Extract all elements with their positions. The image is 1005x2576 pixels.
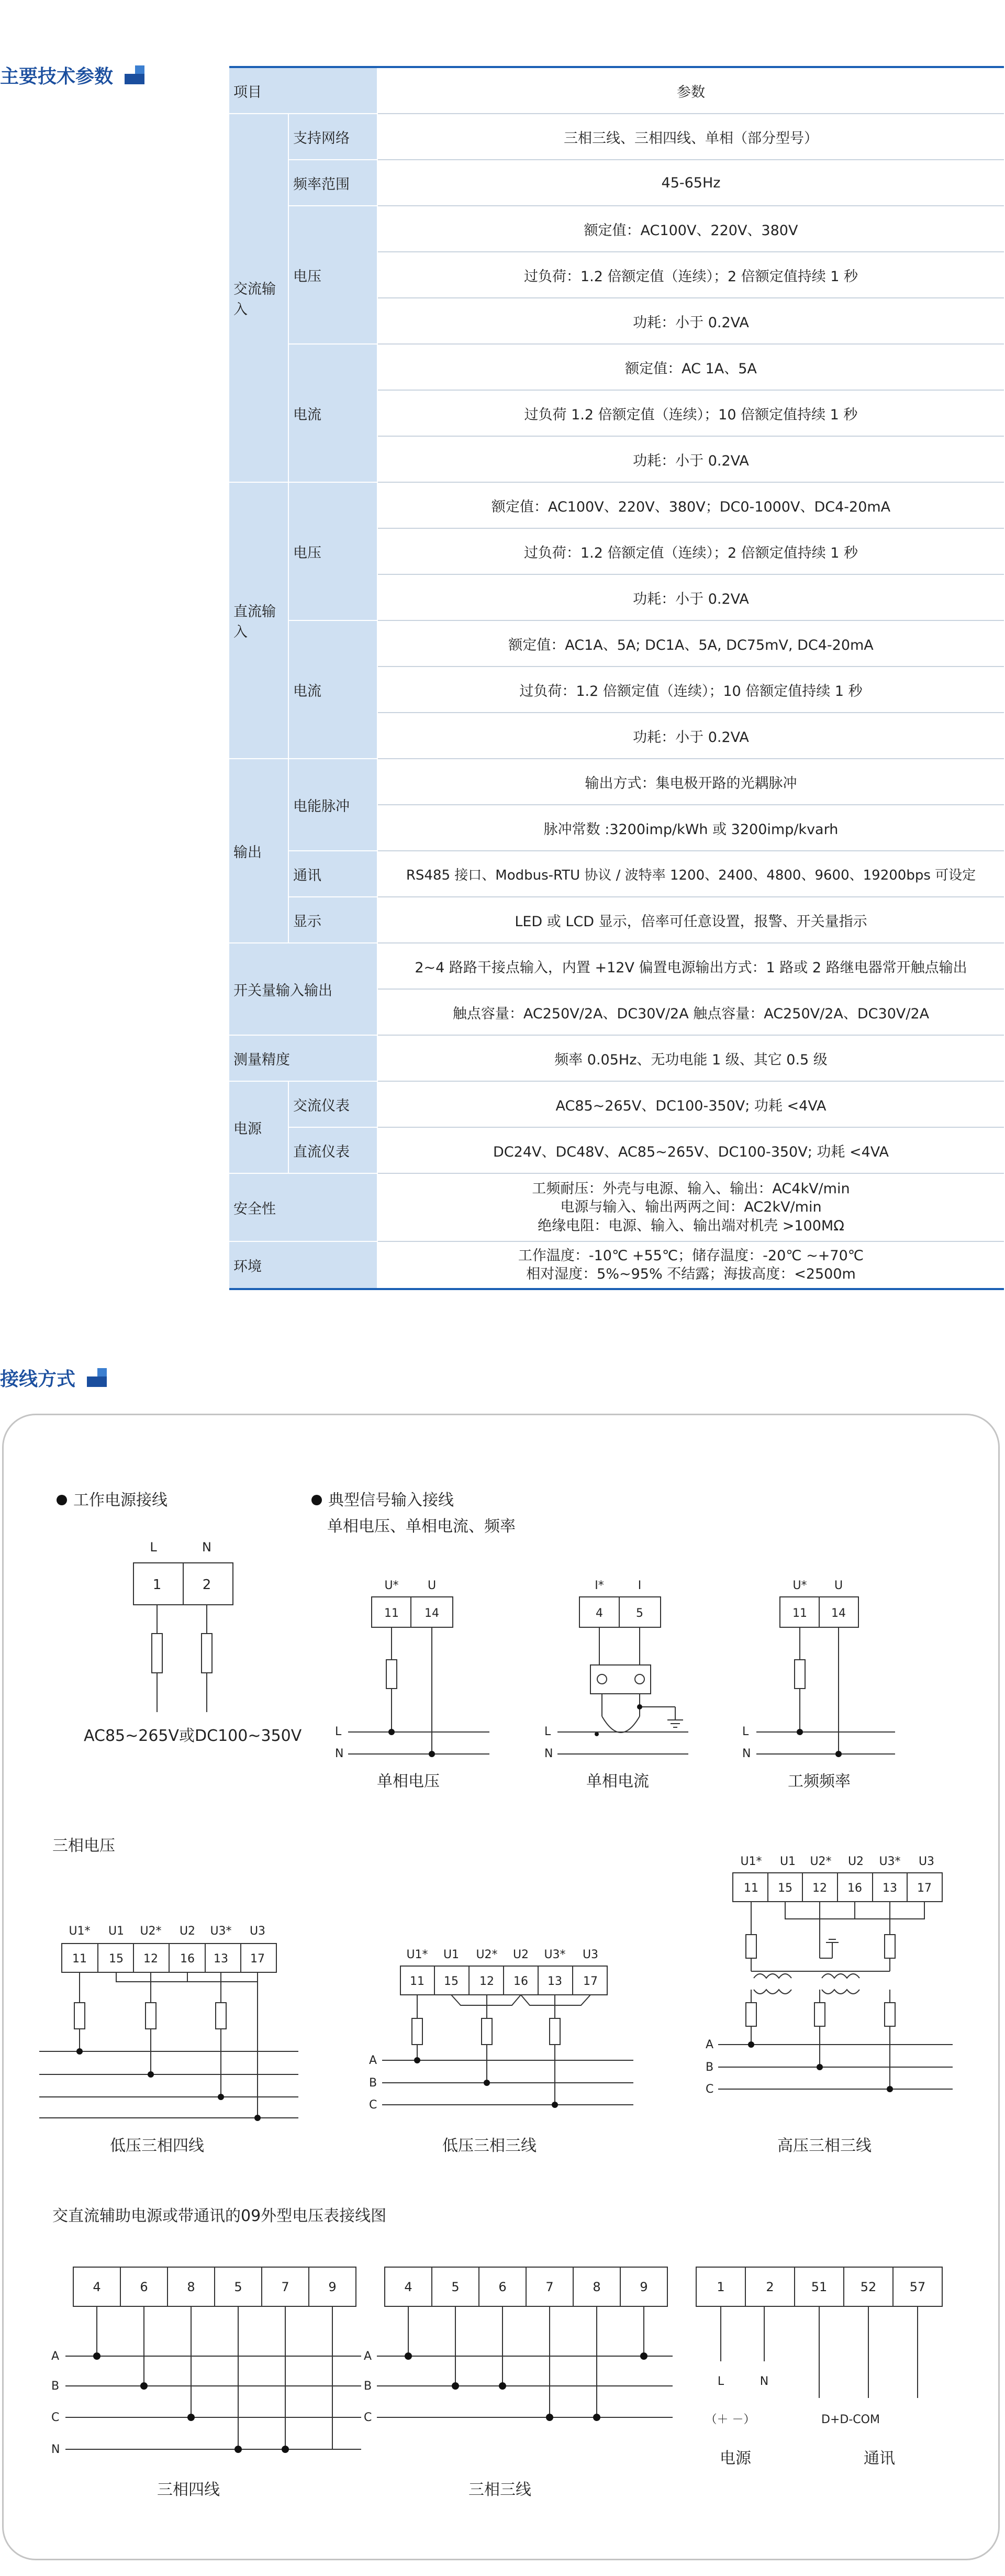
tech-params-title-text: 主要技术参数 <box>0 66 114 87</box>
pin: 11 <box>744 1882 758 1895</box>
pin: 17 <box>917 1882 932 1895</box>
tech-params-title <box>0 62 144 88</box>
pin: 12 <box>143 1952 158 1966</box>
fuse-icon <box>202 1634 212 1673</box>
node-dot <box>234 2446 242 2453</box>
pin: 15 <box>444 1975 459 1988</box>
pin: 52 <box>860 2280 877 2294</box>
value-cell: 2~4 路路干接点输入，内置 +12V 偏置电源输出方式：1 路或 2 路继电器常开触点输出 <box>377 943 1004 989</box>
hv-3p3w-diagram <box>706 1855 953 2155</box>
node-dot <box>887 2086 893 2092</box>
pin: 51 <box>811 2280 828 2294</box>
fuse-icon <box>216 2003 226 2029</box>
pin: 11 <box>410 1975 425 1988</box>
lv-3p3w-diagram <box>369 1948 633 2155</box>
pin: 1 <box>717 2280 725 2294</box>
sub-ac-voltage: 电压 <box>288 206 377 344</box>
group-safety: 安全性 <box>229 1173 377 1241</box>
line-label: N <box>742 1747 751 1760</box>
signal-input-diagrams <box>311 1491 895 1791</box>
pin: 5 <box>234 2280 242 2294</box>
top-label: U3* <box>879 1855 901 1868</box>
caption: 单相电流 <box>586 1772 649 1791</box>
line-label: N <box>544 1747 553 1760</box>
pin: 4 <box>404 2280 412 2294</box>
node-dot <box>405 2352 412 2360</box>
sub-dc-voltage: 电压 <box>288 482 377 620</box>
wiring-title-text: 接线方式 <box>0 1369 76 1390</box>
node-dot <box>452 2382 459 2390</box>
value-cell: AC85~265V、DC100-350V; 功耗 <4VA <box>377 1081 1004 1127</box>
node-dot <box>429 1751 435 1757</box>
sub-comm: 通讯 <box>288 851 377 897</box>
top-label: U2* <box>810 1855 832 1868</box>
pin-2: 2 <box>202 1577 211 1593</box>
bullet-icon <box>57 1495 67 1505</box>
power-wiring-diagram <box>57 1491 302 1745</box>
group-environment: 环境 <box>229 1241 377 1289</box>
node-dot <box>593 2414 600 2421</box>
node-dot <box>282 2446 289 2453</box>
value-cell: 45-65Hz <box>377 160 1004 206</box>
line-label: L <box>335 1725 342 1738</box>
table-row <box>229 160 1004 206</box>
caption: 三相三线 <box>468 2481 531 2499</box>
top-label: U2 <box>179 1925 196 1938</box>
node-dot <box>388 1729 395 1735</box>
top-label: U1* <box>406 1948 428 1961</box>
ct-coil <box>602 1716 640 1733</box>
node-dot <box>546 2414 553 2421</box>
value-cell: 三相三线、三相四线、单相（部分型号） <box>377 114 1004 160</box>
frequency-diagram <box>742 1579 895 1791</box>
pin: 11 <box>72 1952 87 1966</box>
pin: 12 <box>479 1975 494 1988</box>
safety-line-1: 工频耐压：外壳与电源、输入、输出：AC4kV/min <box>532 1181 850 1197</box>
ct-terminal <box>597 1674 607 1684</box>
fuse-icon <box>386 1660 397 1689</box>
line-label: C <box>706 2083 714 2096</box>
single-voltage-diagram <box>335 1579 489 1791</box>
sub-dc-meter: 直流仪表 <box>288 1127 377 1173</box>
value-cell: 额定值：AC 1A、5A <box>377 344 1004 390</box>
top-label: I <box>638 1579 642 1592</box>
pin: 12 <box>812 1882 827 1895</box>
top-label: U3* <box>210 1925 232 1938</box>
table-row <box>229 1081 1004 1127</box>
top-label: U3 <box>918 1855 935 1868</box>
label-N: N <box>760 2375 769 2388</box>
line-label: A <box>51 2350 60 2363</box>
fuse-icon <box>746 1935 756 1958</box>
fuse-icon <box>550 2018 560 2045</box>
node-dot <box>148 2071 154 2078</box>
top-label: U2* <box>476 1948 498 1961</box>
label-L: L <box>717 2375 724 2388</box>
group-switch-io: 开关量输入输出 <box>229 943 377 1035</box>
table-row <box>229 851 1004 897</box>
value-cell: 触点容量：AC250V/2A、DC30V/2A 触点容量：AC250V/2A、DC30V/2A <box>377 989 1004 1035</box>
value-cell <box>377 1241 1004 1289</box>
pt-coil <box>754 1990 791 1994</box>
table-row <box>229 206 1004 252</box>
pin: 15 <box>109 1952 124 1966</box>
pin: 57 <box>909 2280 926 2294</box>
pin: 9 <box>328 2280 337 2294</box>
table-row <box>229 482 1004 528</box>
wire <box>451 1995 521 2005</box>
blue-squares-icon <box>125 65 144 85</box>
wire <box>521 1995 590 2005</box>
three-phase-title: 三相电压 <box>52 1837 115 1855</box>
top-label: I* <box>595 1579 604 1592</box>
pin: 4 <box>93 2280 101 2294</box>
node-dot <box>499 2382 506 2390</box>
fuse-icon <box>885 2003 895 2026</box>
terminal-block <box>579 1597 661 1627</box>
ct-box <box>590 1665 651 1694</box>
fuse-icon <box>146 2003 156 2029</box>
sub-ac-meter: 交流仪表 <box>288 1081 377 1127</box>
safety-line-3: 绝缘电阻：电源、输入、输出端对机壳 >100MΩ <box>538 1217 844 1234</box>
pin: 11 <box>384 1607 399 1620</box>
pin: 2 <box>766 2280 774 2294</box>
value-cell: 功耗：小于 0.2VA <box>377 713 1004 759</box>
value-cell: LED 或 LCD 显示，倍率可任意设置，报警、开关量指示 <box>377 897 1004 943</box>
node-dot <box>637 1704 642 1709</box>
table-row <box>229 1241 1004 1289</box>
node-dot <box>748 2041 754 2048</box>
node-dot <box>140 2382 148 2390</box>
value-cell: 输出方式：集电极开路的光耦脉冲 <box>377 759 1004 805</box>
sub-ac-current: 电流 <box>288 344 377 482</box>
pin: 7 <box>281 2280 289 2294</box>
node-dot <box>797 1729 803 1735</box>
value-cell: 过负荷：1.2 倍额定值（连续）；2 倍额定值持续 1 秒 <box>377 252 1004 298</box>
node-dot <box>93 2352 100 2360</box>
pin: 6 <box>498 2280 507 2294</box>
value-cell: 过负荷：1.2 倍额定值（连续）；10 倍额定值持续 1 秒 <box>377 667 1004 713</box>
fuse-icon <box>152 1634 162 1673</box>
env-line-2: 相对湿度：5%~95% 不结露；海拔高度：<2500m <box>526 1266 856 1282</box>
value-cell: 额定值：AC1A、5A; DC1A、5A, DC75mV, DC4-20mA <box>377 620 1004 667</box>
value-cell: 过负荷 1.2 倍额定值（连续）；10 倍额定值持续 1 秒 <box>377 390 1004 436</box>
pin: 14 <box>425 1607 439 1620</box>
line-label: B <box>369 2077 377 2090</box>
pin-1: 1 <box>152 1577 162 1593</box>
pin: 5 <box>636 1607 643 1620</box>
table-row <box>229 1035 1004 1081</box>
line-label: C <box>51 2411 60 2424</box>
top-label: U3* <box>544 1948 566 1961</box>
pin: 16 <box>180 1952 195 1966</box>
pin: 14 <box>831 1607 846 1620</box>
blue-squares-icon <box>87 1368 107 1388</box>
table-row <box>229 943 1004 989</box>
top-label: U2* <box>140 1925 162 1938</box>
line-label: L <box>742 1725 749 1738</box>
pin: 8 <box>593 2280 601 2294</box>
value-cell: 功耗：小于 0.2VA <box>377 298 1004 344</box>
value-cell: 过负荷：1.2 倍额定值（连续）；2 倍额定值持续 1 秒 <box>377 528 1004 574</box>
sub-pulse: 电能脉冲 <box>288 759 377 851</box>
header-param: 参数 <box>377 67 1004 114</box>
pin: 7 <box>545 2280 554 2294</box>
top-label: U1* <box>740 1855 762 1868</box>
pin: 11 <box>792 1607 807 1620</box>
node-dot <box>817 2064 823 2070</box>
pin: 16 <box>847 1882 862 1895</box>
aux-title: 交直流辅助电源或带通讯的09外型电压表接线图 <box>52 2207 387 2225</box>
pin: 4 <box>596 1607 603 1620</box>
line-label: A <box>706 2038 714 2051</box>
pin: 8 <box>187 2280 195 2294</box>
caption: 工频频率 <box>788 1772 851 1791</box>
sub-dc-current: 电流 <box>288 620 377 759</box>
line-label: C <box>369 2098 377 2112</box>
node-dot <box>218 2094 224 2100</box>
header-item: 项目 <box>229 67 377 114</box>
line-label: A <box>364 2350 372 2363</box>
pin: 15 <box>778 1882 792 1895</box>
ct-polarity-dot <box>595 1732 599 1736</box>
power-title: 工作电源接线 <box>73 1491 168 1509</box>
single-current-diagram <box>544 1579 688 1791</box>
env-line-1: 工作温度：-10℃ +55℃；储存温度：-20℃ ~+70℃ <box>518 1247 864 1264</box>
table-row <box>229 759 1004 805</box>
group-dc-input: 直流输入 <box>229 482 288 759</box>
pin: 17 <box>583 1975 598 1988</box>
table-row <box>229 114 1004 160</box>
line-label: B <box>51 2380 60 2393</box>
sub-network: 支持网络 <box>288 114 377 160</box>
line-label: A <box>369 2054 377 2067</box>
fuse-icon <box>814 2003 825 2026</box>
table-row <box>229 897 1004 943</box>
top-label: U2 <box>512 1948 529 1961</box>
top-label: U* <box>384 1579 399 1592</box>
polarity-label: （＋ －） <box>705 2413 755 2426</box>
caption: 单相电压 <box>377 1772 440 1791</box>
power-caption: AC85~265V或DC100~350V <box>84 1727 302 1745</box>
value-cell: DC24V、DC48V、AC85~265V、DC100-350V; 功耗 <4VA <box>377 1127 1004 1173</box>
signal-title: 典型信号输入接线 <box>328 1491 454 1509</box>
wiring-title <box>0 1364 107 1391</box>
safety-line-2: 电源与输入、输出两两之间：AC2kV/min <box>560 1199 822 1216</box>
value-cell: 功耗：小于 0.2VA <box>377 436 1004 482</box>
fuse-icon <box>74 2003 85 2029</box>
value-cell: 额定值：AC100V、220V、380V；DC0-1000V、DC4-20mA <box>377 482 1004 528</box>
line-label: N <box>335 1747 344 1760</box>
pt-coil <box>754 1974 791 1978</box>
pin: 13 <box>548 1975 562 1988</box>
pin: 17 <box>250 1952 265 1966</box>
top-label: U <box>834 1579 843 1592</box>
term-L: L <box>150 1540 157 1555</box>
value-cell: 脉冲常数 :3200imp/kWh 或 3200imp/kvarh <box>377 805 1004 851</box>
top-label: U1 <box>108 1925 125 1938</box>
pin: 6 <box>140 2280 148 2294</box>
value-cell: RS485 接口、Modbus-RTU 协议 / 波特率 1200、2400、4800、9600、19200bps 可设定 <box>377 851 1004 897</box>
top-label: U2 <box>847 1855 864 1868</box>
group-ac-input: 交流输入 <box>229 114 288 482</box>
node-dot <box>76 2048 83 2055</box>
node-dot <box>835 1751 842 1757</box>
pin: 5 <box>451 2280 460 2294</box>
pin: 13 <box>214 1952 228 1966</box>
line-label: N <box>51 2443 60 2456</box>
caption-power: 电源 <box>720 2449 751 2468</box>
node-dot <box>640 2352 647 2360</box>
top-label: U* <box>792 1579 807 1592</box>
caption-comm: 通讯 <box>864 2449 895 2468</box>
lv-3p4w-diagram <box>39 1925 298 2155</box>
top-label: U <box>427 1579 437 1592</box>
line-label: C <box>364 2411 372 2424</box>
sub-display: 显示 <box>288 897 377 943</box>
table-row <box>229 1173 1004 1241</box>
node-dot <box>187 2414 195 2421</box>
fuse-icon <box>412 2018 422 2045</box>
table-row <box>229 620 1004 667</box>
node-dot <box>414 2057 420 2063</box>
line-label: L <box>544 1725 551 1738</box>
caption: 三相四线 <box>157 2481 220 2499</box>
line-label: B <box>706 2061 714 2074</box>
value-cell <box>377 1173 1004 1241</box>
signal-subtitle: 单相电压、单相电流、频率 <box>327 1517 516 1536</box>
value-cell: 功耗：小于 0.2VA <box>377 574 1004 620</box>
fuse-icon <box>795 1660 805 1689</box>
fuse-icon <box>885 1935 895 1958</box>
com-label: D+D-COM <box>821 2413 880 2426</box>
table-header-row <box>229 67 1004 114</box>
caption: 高压三相三线 <box>777 2137 872 2155</box>
aux-3p4w-diagram <box>51 2267 361 2499</box>
node-dot <box>552 2102 558 2108</box>
fuse-icon <box>482 2018 492 2045</box>
group-power: 电源 <box>229 1081 288 1173</box>
term-N: N <box>202 1540 211 1555</box>
top-label: U1 <box>443 1948 460 1961</box>
pin: 9 <box>640 2280 648 2294</box>
table-row <box>229 344 1004 390</box>
pt-coil <box>822 1990 859 1994</box>
spec-table <box>229 66 1004 1290</box>
group-accuracy: 测量精度 <box>229 1035 377 1081</box>
aux-power-comm-diagram <box>696 2267 942 2468</box>
wiring-diagrams <box>0 1414 1005 2576</box>
table-row <box>229 1127 1004 1173</box>
ct-terminal <box>635 1674 644 1684</box>
pin: 13 <box>883 1882 897 1895</box>
group-output: 输出 <box>229 759 288 943</box>
value-cell: 频率 0.05Hz、无功电能 1 级、其它 0.5 级 <box>377 1035 1004 1081</box>
top-label: U1 <box>779 1855 796 1868</box>
sub-freq: 频率范围 <box>288 160 377 206</box>
aux-3p3w-diagram <box>364 2267 673 2499</box>
pt-coil <box>822 1974 859 1978</box>
fuse-icon <box>746 2003 756 2026</box>
top-label: U3 <box>582 1948 599 1961</box>
value-cell: 额定值：AC100V、220V、380V <box>377 206 1004 252</box>
bullet-icon <box>311 1495 322 1505</box>
top-label: U3 <box>249 1925 266 1938</box>
caption: 低压三相四线 <box>110 2137 204 2155</box>
pin: 16 <box>513 1975 528 1988</box>
top-label: U1* <box>69 1925 91 1938</box>
node-dot <box>254 2115 261 2121</box>
node-dot <box>484 2080 490 2086</box>
caption: 低压三相三线 <box>442 2137 537 2155</box>
line-label: B <box>364 2380 372 2393</box>
